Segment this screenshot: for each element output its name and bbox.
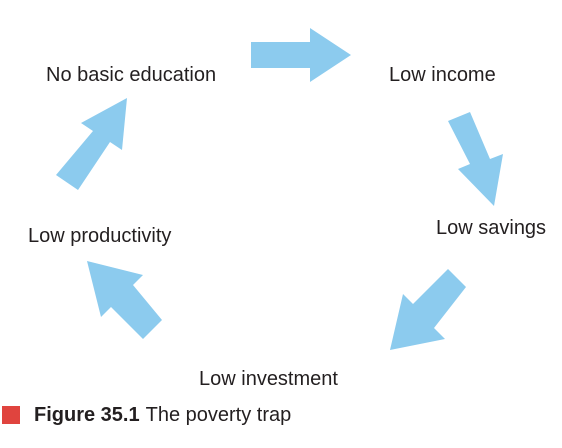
- caption-marker: [2, 406, 20, 424]
- arrow-investment-to-productivity: [87, 261, 162, 339]
- node-low-investment: Low investment: [199, 368, 338, 390]
- node-low-income: Low income: [389, 64, 496, 86]
- node-no-basic-education: No basic education: [46, 64, 217, 86]
- figure-title: The poverty trap: [145, 403, 292, 426]
- arrow-productivity-to-education: [56, 98, 127, 190]
- arrow-income-to-savings: [448, 112, 503, 206]
- arrow-education-to-income: [251, 28, 351, 82]
- node-low-productivity: Low productivity: [28, 225, 172, 247]
- node-low-savings: Low savings: [436, 217, 547, 239]
- figure-number: Figure 35.1: [34, 403, 140, 426]
- figure-caption: [2, 401, 291, 429]
- arrow-savings-to-investment: [390, 269, 466, 350]
